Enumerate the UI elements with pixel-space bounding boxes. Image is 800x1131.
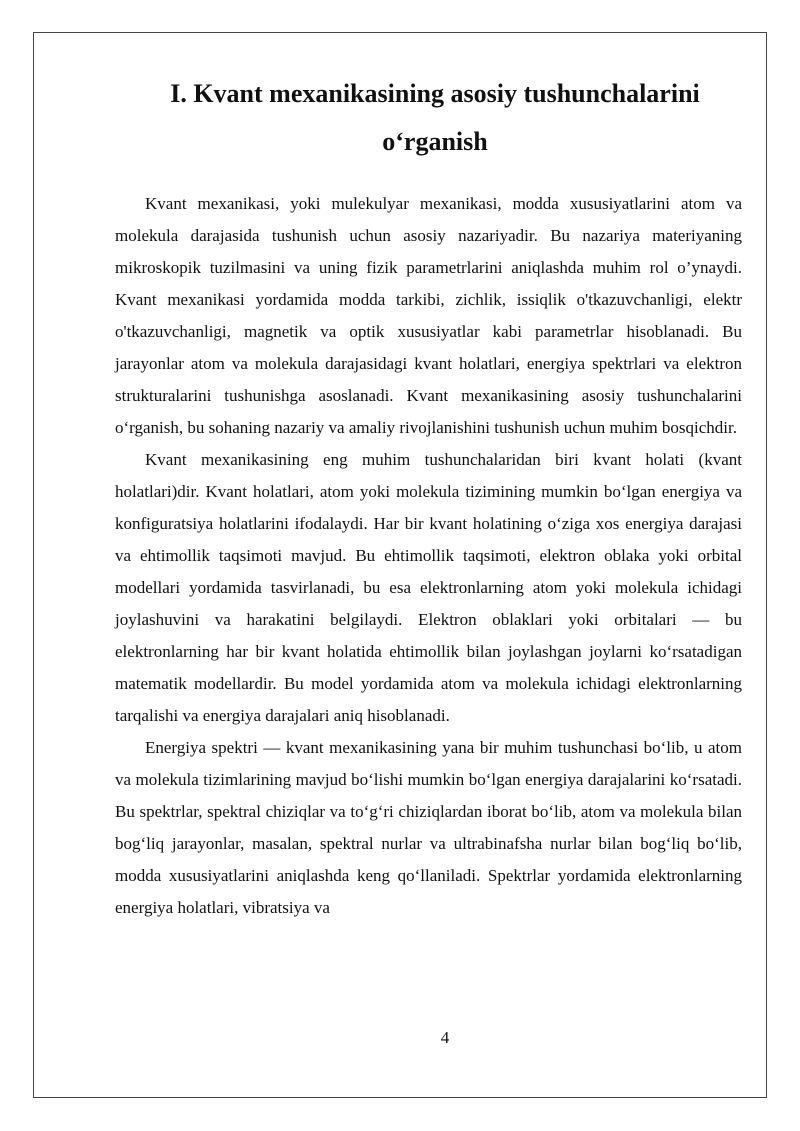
section-title: I. Kvant mexanikasining asosiy tushunchalarini o‘rganish [170, 79, 700, 156]
paragraph-2: Kvant mexanikasining eng muhim tushunchalaridan biri kvant holati (kvant holatlari)dir. Kvant holatlari, atom yoki molekula tizimining mumkin bo‘lgan energiya va konfiguratsiya holatlarini ifodalaydi. Har bir kvant holatining o‘ziga xos energiya darajasi va ehtimollik taqsimoti mavjud. Bu ehtimollik taqsimoti, elektron oblaka yoki orbital modellari yordamida tasvirlanadi, bu esa elektronlarning atom yoki molekula ichidagi joylashuvini va harakatini belgilaydi. Elektron oblaklari yoki orbitalari — bu elektronlarning har bir kvant holatida ehtimollik bilan joylashgan joylarni ko‘rsatadigan matematik modellardir. Bu model yordamida atom va molekula ichidagi elektronlarning tarqalishi va energiya darajalari aniq hisoblanadi. [115, 450, 742, 725]
page-number: 4 [440, 1028, 450, 1047]
paragraph-3: Energiya spektri — kvant mexanikasining yana bir muhim tushunchasi bo‘lib, u atom va molekula tizimlarining mavjud bo‘lishi mumkin bo‘lgan energiya darajalarini ko‘rsatadi. Bu spektrlar, spektral chiziqlar va to‘g‘ri chiziqlardan iborat bo‘lib, atom va molekula bilan bog‘liq jarayonlar, masalan, spektral nurlar va ultrabinafsha nurlar bilan bog‘liq bo‘lib, modda xususiyatlarini aniqlashda keng qo‘llaniladi. Spektrlar yordamida elektronlarning energiya holatlari, vibratsiya va [115, 738, 742, 917]
paragraph-1: Kvant mexanikasi, yoki mulekulyar mexanikasi, modda xususiyatlarini atom va molekula darajasida tushunish uchun asosiy nazariyadir. Bu nazariya materiyaning mikroskopik tuzilmasini va uning fizik parametrlarini aniqlashda muhim rol o’ynaydi. Kvant mexanikasi yordamida modda tarkibi, zichlik, issiqlik o'tkazuvchanligi, elektr o'tkazuvchanligi, magnetik va optik xususiyatlar kabi parametrlar hisoblanadi. Bu jarayonlar atom va molekula darajasidagi kvant holatlari, energiya spektrlari va elektron strukturalarini tushunishga asoslanadi. Kvant mexanikasining asosiy tushunchalarini o‘rganish, bu sohaning nazariy va amaliy rivojlanishini tushunish uchun muhim bosqichdir. [115, 194, 742, 437]
body-text [115, 188, 742, 924]
